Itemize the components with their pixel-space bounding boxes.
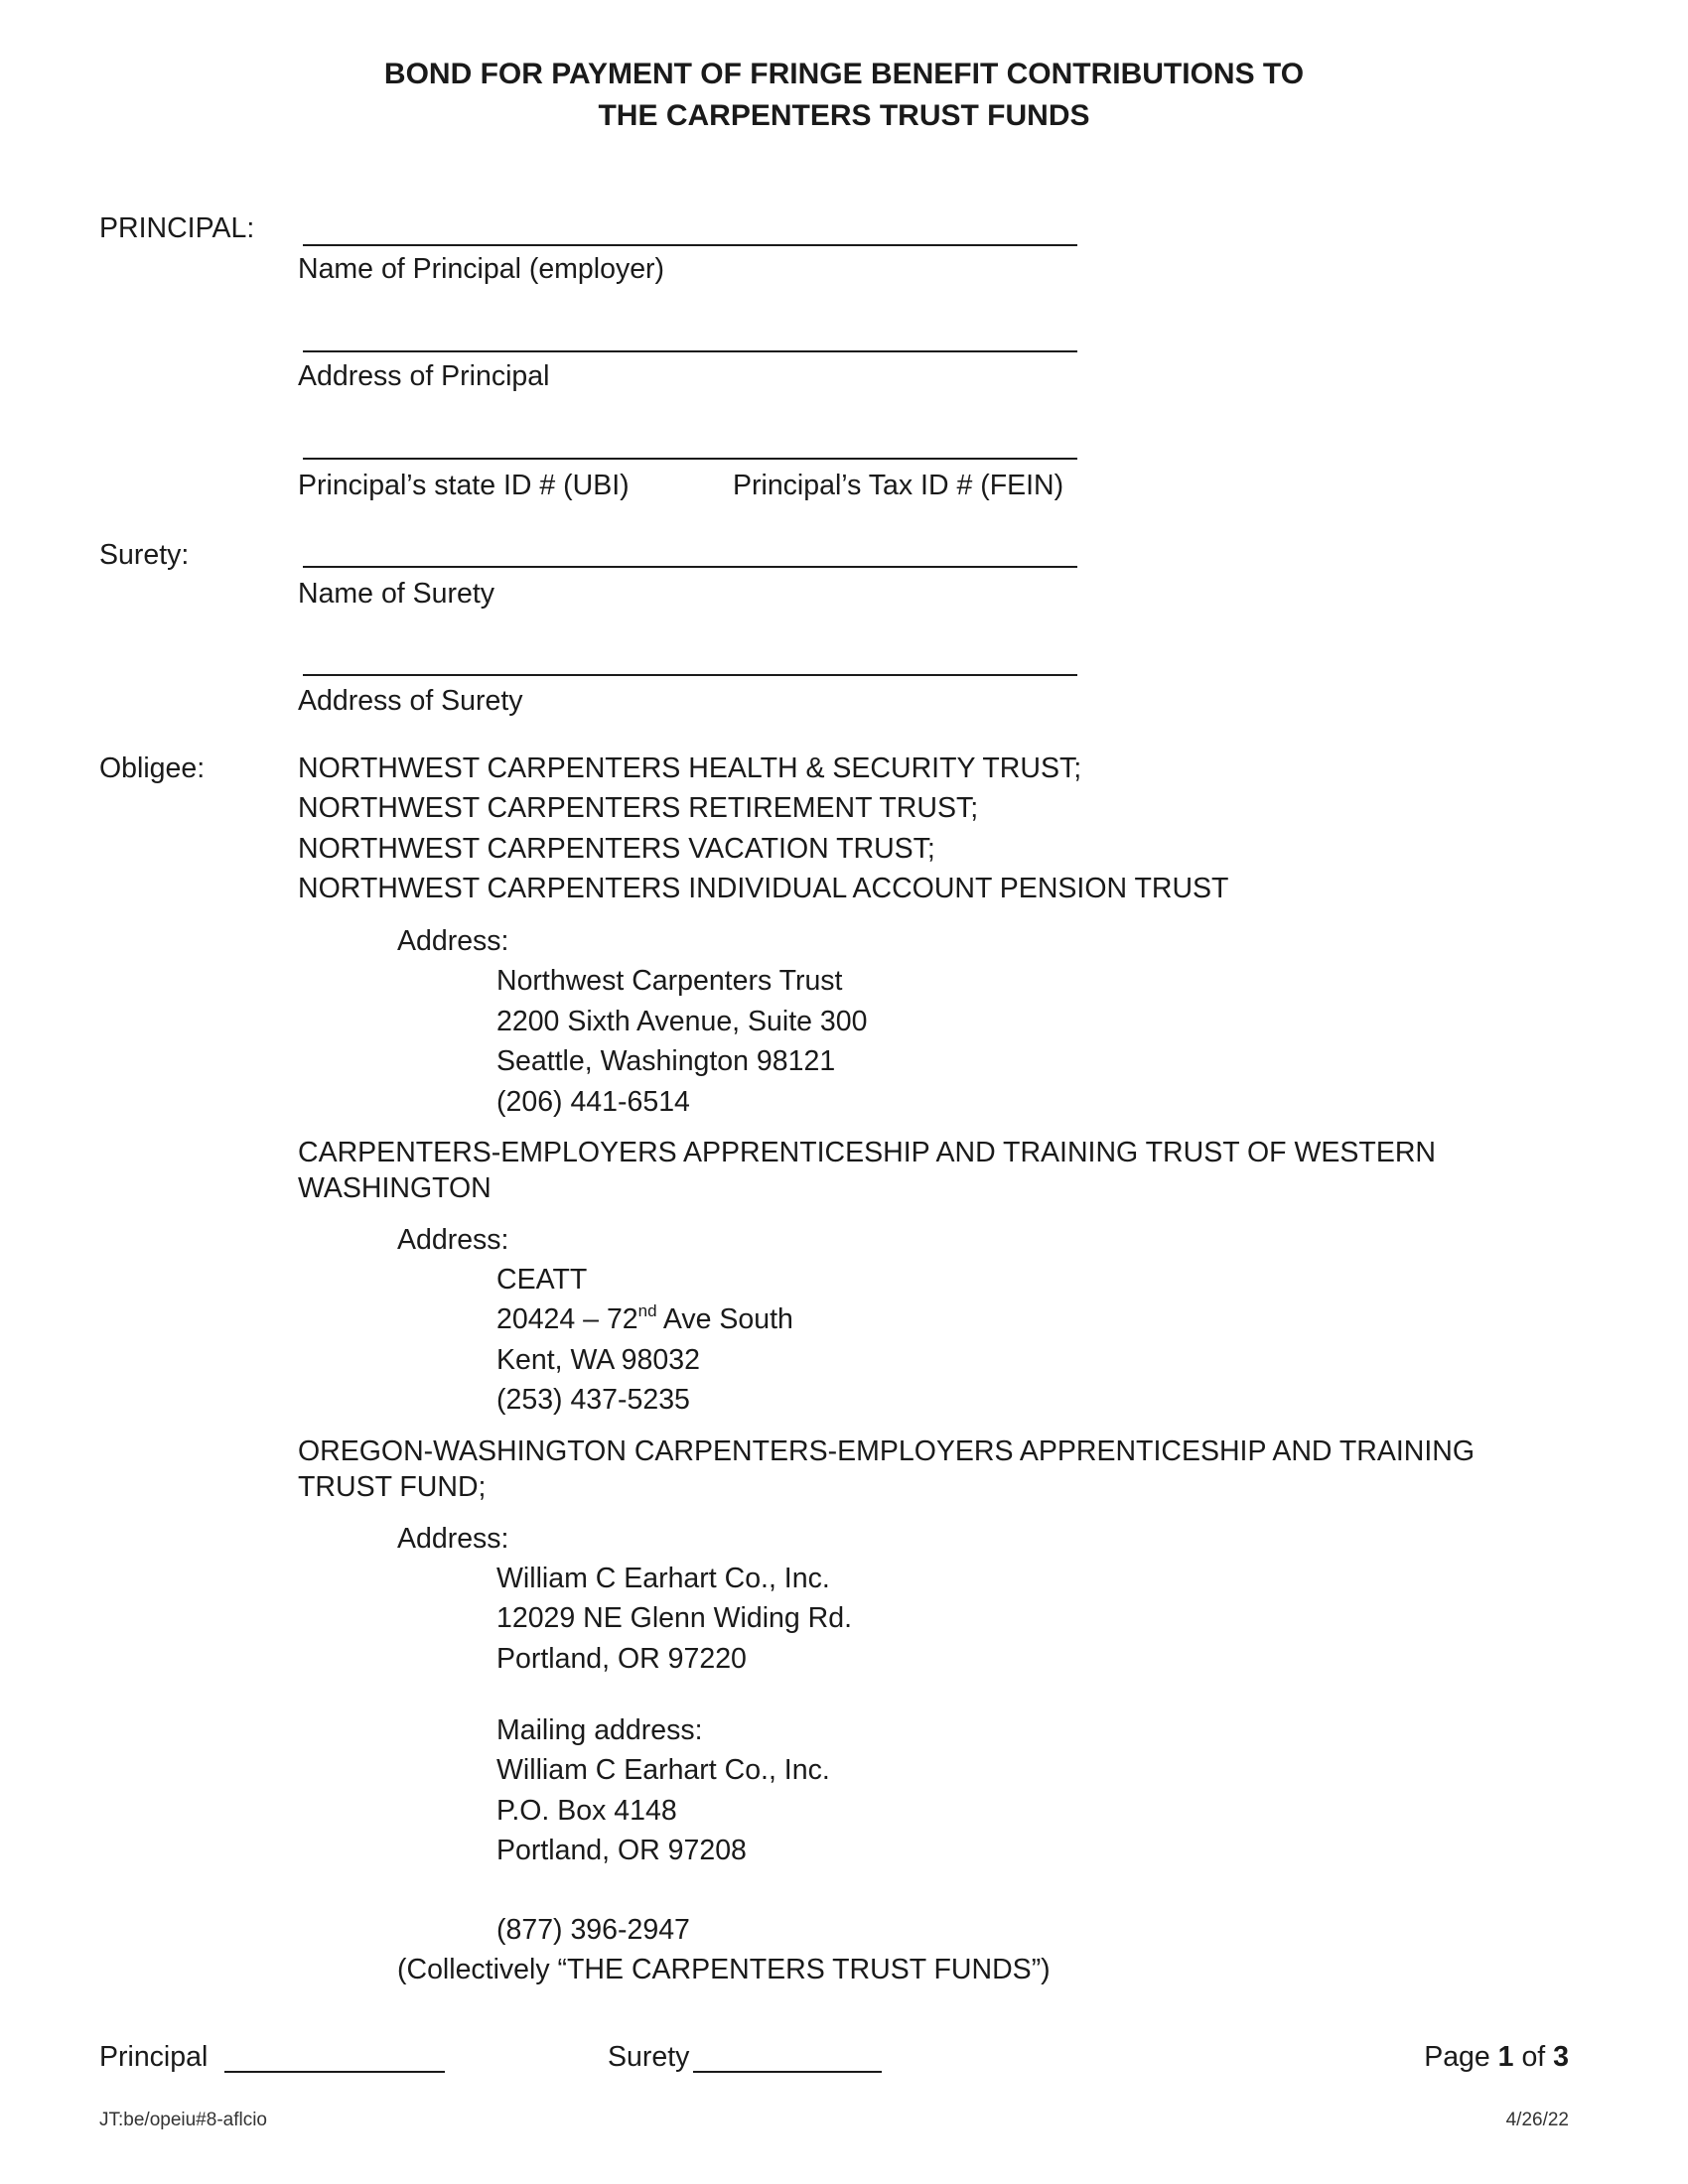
or-mailing-label: Mailing address: xyxy=(496,1714,703,1746)
ceatt-street-prefix: 20424 – 72 xyxy=(496,1303,638,1335)
collectively-note: (Collectively “THE CARPENTERS TRUST FUNDS”) xyxy=(397,1954,1051,1985)
or-mailing-line-2: P.O. Box 4148 xyxy=(496,1795,677,1827)
ceatt-name-line-2: WASHINGTON xyxy=(298,1172,492,1204)
nw-address-line-2: 2200 Sixth Avenue, Suite 300 xyxy=(496,1006,868,1037)
surety-label: Surety: xyxy=(99,539,190,571)
nw-trust-line-3: NORTHWEST CARPENTERS VACATION TRUST; xyxy=(298,833,935,865)
principal-address-caption: Address of Principal xyxy=(298,360,550,392)
principal-address-line[interactable] xyxy=(303,350,1077,352)
document-title-line-2: THE CARPENTERS TRUST FUNDS xyxy=(598,99,1090,132)
footer-surety-initials-line[interactable] xyxy=(693,2071,882,2073)
nw-phone: (206) 441-6514 xyxy=(496,1086,690,1118)
or-phone: (877) 396-2947 xyxy=(496,1914,690,1946)
ceatt-address-street xyxy=(496,1303,793,1336)
or-address-line-1: William C Earhart Co., Inc. xyxy=(496,1563,830,1594)
principal-name-caption: Name of Principal (employer) xyxy=(298,253,665,285)
principal-ids-line[interactable] xyxy=(303,458,1077,460)
page-total: 3 xyxy=(1553,2041,1569,2073)
footer-surety-label: Surety xyxy=(608,2041,690,2073)
nw-address-line-1: Northwest Carpenters Trust xyxy=(496,965,843,997)
ceatt-street-ordinal: nd xyxy=(637,1301,657,1320)
footer-date: 4/26/22 xyxy=(1505,2110,1569,2130)
nw-trust-line-2: NORTHWEST CARPENTERS RETIREMENT TRUST; xyxy=(298,792,979,824)
ceatt-address-line-1: CEATT xyxy=(496,1264,588,1296)
principal-state-id-caption: Principal’s state ID # (UBI) xyxy=(298,470,630,501)
ceatt-name-line-1: CARPENTERS-EMPLOYERS APPRENTICESHIP AND TRAINING TRUST OF WESTERN xyxy=(298,1137,1437,1168)
footer-principal-label: Principal xyxy=(99,2041,209,2073)
page-prefix: Page xyxy=(1424,2041,1498,2073)
footer-principal-initials-line[interactable] xyxy=(224,2071,445,2073)
page-of: of xyxy=(1513,2041,1554,2073)
ceatt-phone: (253) 437-5235 xyxy=(496,1384,690,1416)
ceatt-address-line-3: Kent, WA 98032 xyxy=(496,1344,700,1376)
or-mailing-line-1: William C Earhart Co., Inc. xyxy=(496,1754,830,1786)
document-title-line-1: BOND FOR PAYMENT OF FRINGE BENEFIT CONTRIBUTIONS TO xyxy=(383,58,1305,90)
page-current: 1 xyxy=(1497,2041,1514,2073)
principal-name-line[interactable] xyxy=(303,244,1077,246)
page-number xyxy=(1424,2041,1569,2074)
or-address-label: Address: xyxy=(397,1523,509,1555)
or-name-line-1: OREGON-WASHINGTON CARPENTERS-EMPLOYERS APPRENTICESHIP AND TRAINING xyxy=(298,1435,1476,1467)
surety-address-line[interactable] xyxy=(303,674,1077,676)
nw-address-label: Address: xyxy=(397,925,509,957)
or-address-line-3: Portland, OR 97220 xyxy=(496,1643,747,1675)
ceatt-street-suffix: Ave South xyxy=(656,1303,793,1335)
obligee-label: Obligee: xyxy=(99,752,206,784)
nw-address-line-3: Seattle, Washington 98121 xyxy=(496,1045,836,1077)
nw-trust-line-1: NORTHWEST CARPENTERS HEALTH & SECURITY TRUST; xyxy=(298,752,1082,784)
surety-name-caption: Name of Surety xyxy=(298,578,494,610)
or-name-line-2: TRUST FUND; xyxy=(298,1471,487,1503)
or-address-line-2: 12029 NE Glenn Widing Rd. xyxy=(496,1602,853,1634)
surety-name-line[interactable] xyxy=(303,566,1077,568)
nw-trust-line-4: NORTHWEST CARPENTERS INDIVIDUAL ACCOUNT PENSION TRUST xyxy=(298,873,1229,904)
footer-reference: JT:be/opeiu#8-aflcio xyxy=(99,2110,267,2130)
ceatt-address-label: Address: xyxy=(397,1224,509,1256)
principal-label: PRINCIPAL: xyxy=(99,212,255,244)
or-mailing-line-3: Portland, OR 97208 xyxy=(496,1835,747,1866)
surety-address-caption: Address of Surety xyxy=(298,685,523,717)
principal-tax-id-caption: Principal’s Tax ID # (FEIN) xyxy=(733,470,1064,501)
